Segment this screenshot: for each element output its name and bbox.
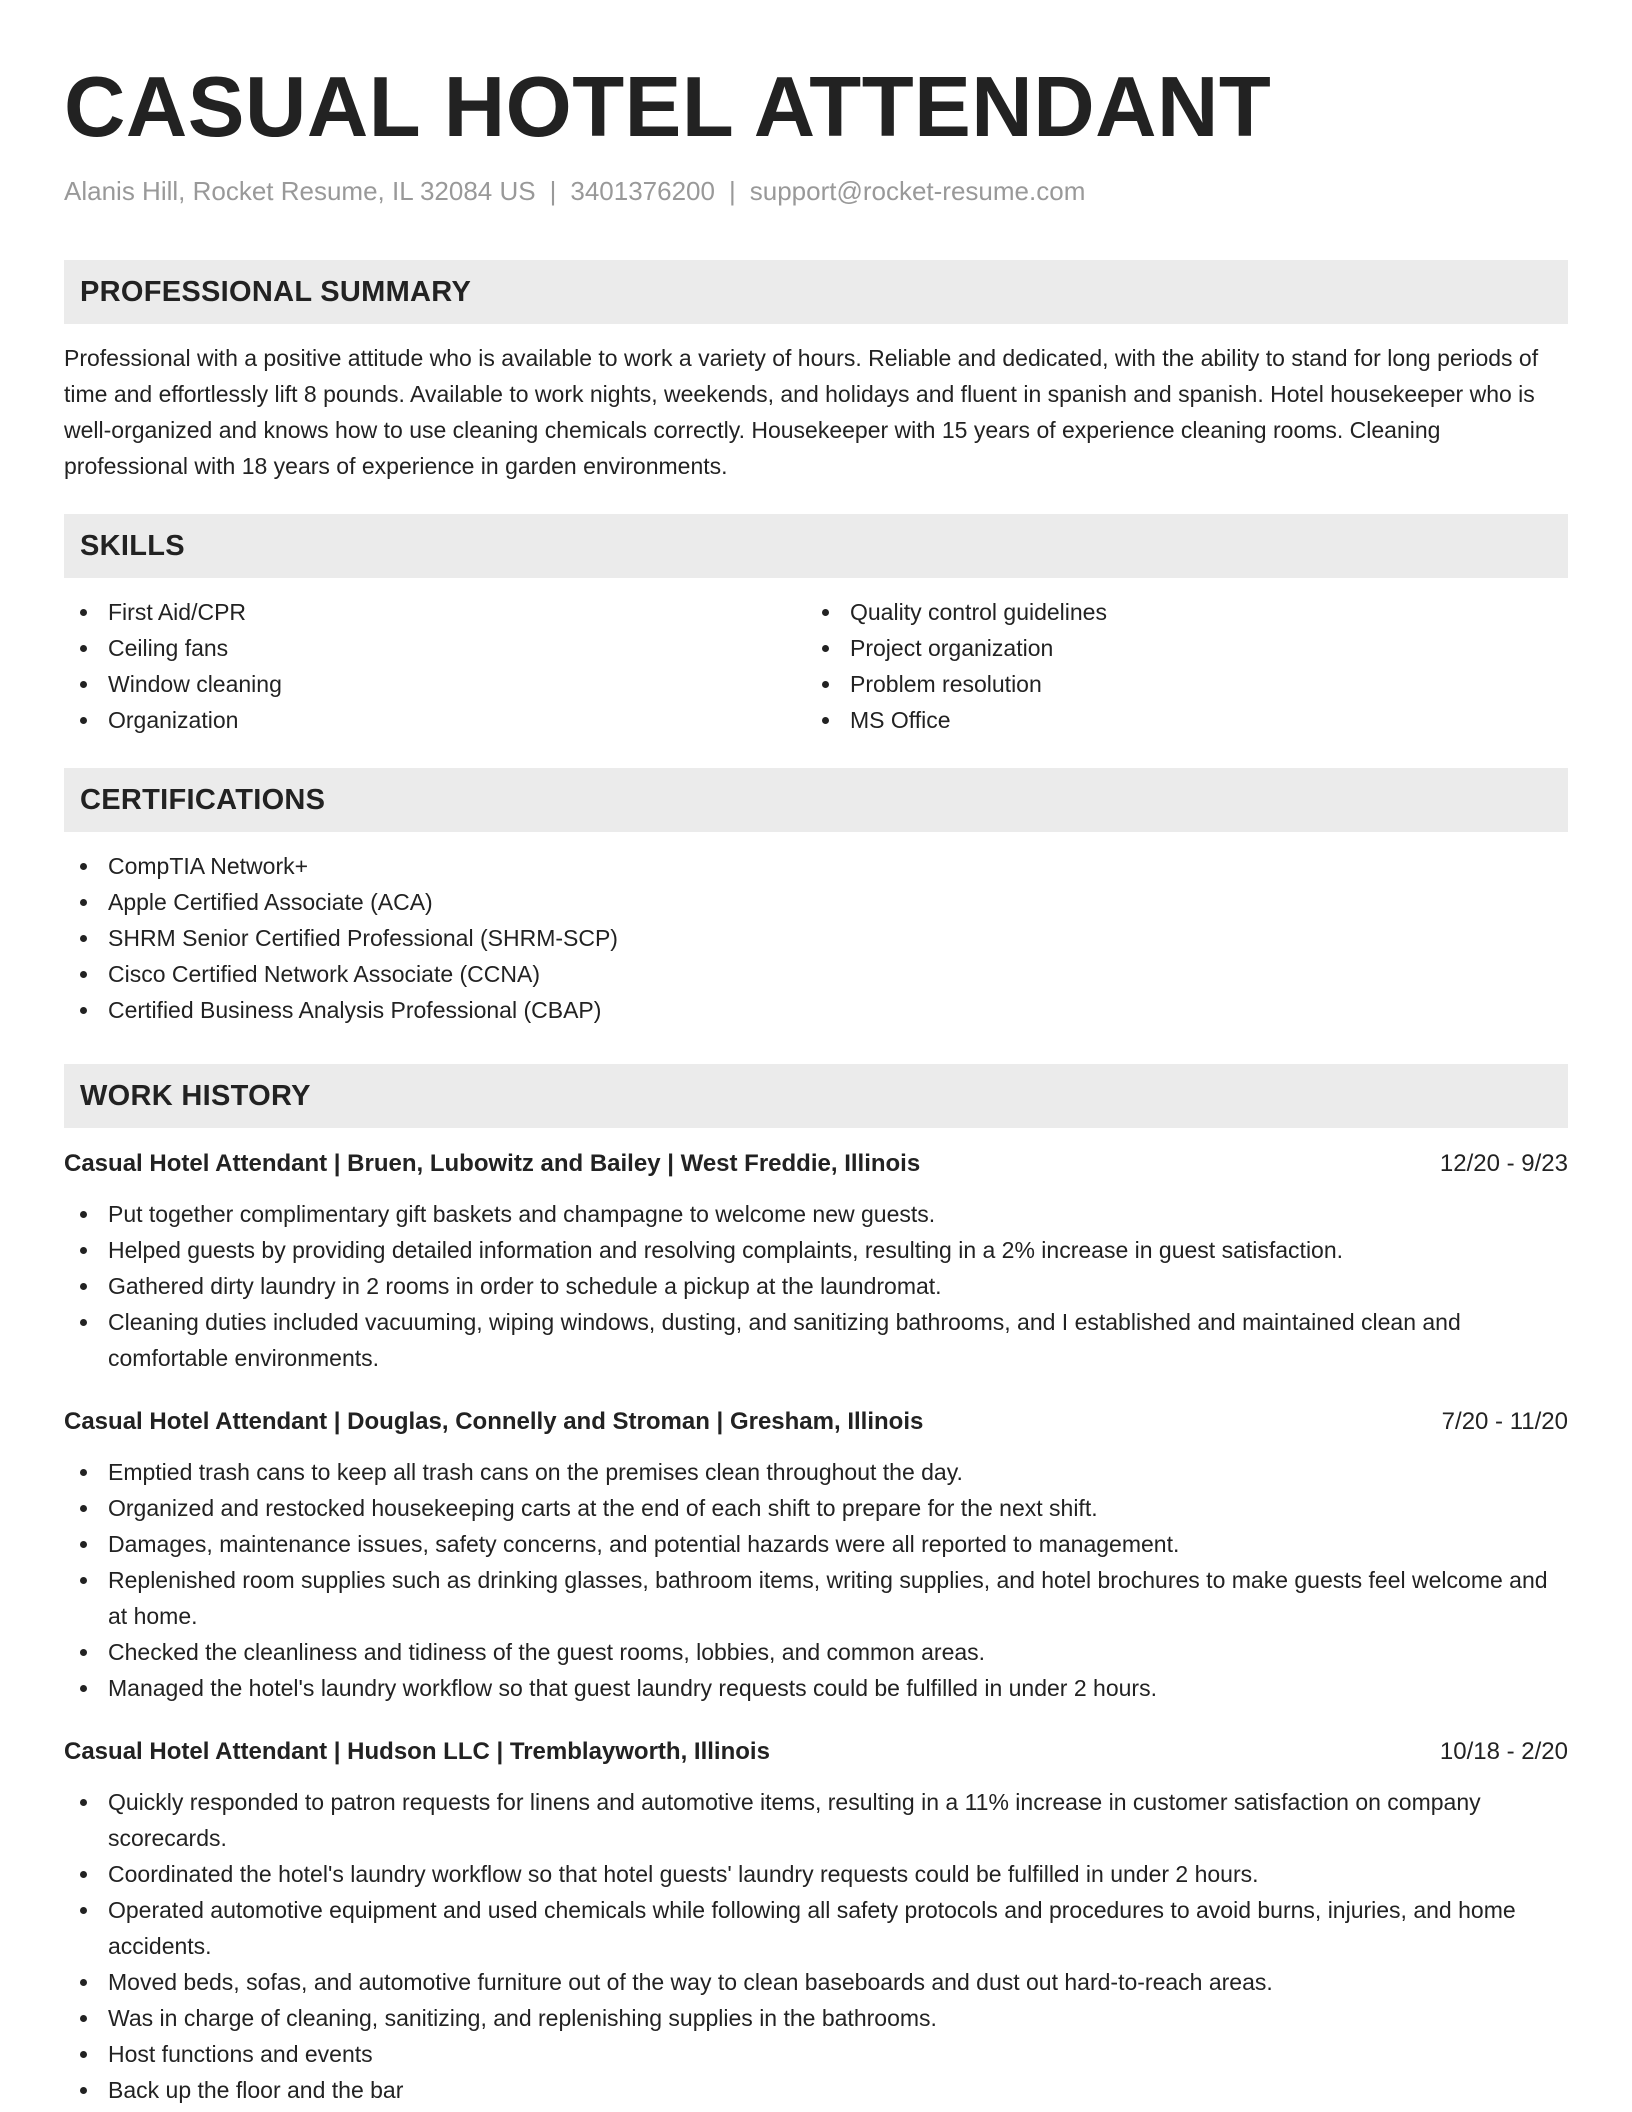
contact-separator: |	[549, 176, 557, 206]
summary-text: Professional with a positive attitude who is available to work a variety of hours. Reliable and dedicated, with the ability to stand for long periods of time and effortlessly lift 8 pounds. Available to work nights, weekends, and holidays and fluent in spanish and spanish. Hotel housekeeper who is well-organized and knows how to use cleaning chemicals correctly. Housekeeper with 15 years of experience cleaning rooms. Cleaning professional with 18 years of experience in garden environments.	[64, 345, 1539, 479]
skill-item: Ceiling fans	[64, 630, 806, 666]
contact-separator: |	[728, 176, 736, 206]
skill-item: MS Office	[806, 702, 1548, 738]
skill-item: Quality control guidelines	[806, 594, 1548, 630]
job-title: Casual Hotel Attendant | Hudson LLC | Tremblayworth, Illinois	[64, 1738, 770, 1765]
job-bullet: Damages, maintenance issues, safety concerns, and potential hazards were all reported to management.	[64, 1526, 1568, 1562]
job-entry	[64, 1148, 1568, 1376]
certifications-list	[64, 848, 1568, 1028]
skills-heading: SKILLS	[64, 514, 1568, 578]
job-bullets	[64, 1196, 1568, 1376]
resume-page	[64, 0, 1568, 2108]
certifications-heading: CERTIFICATIONS	[64, 768, 1568, 832]
work-history-heading: WORK HISTORY	[64, 1064, 1568, 1128]
job-bullet: Gathered dirty laundry in 2 rooms in order to schedule a pickup at the laundromat.	[64, 1268, 1568, 1304]
job-header	[64, 1406, 1568, 1438]
certification-item: Apple Certified Associate (ACA)	[64, 884, 1568, 920]
job-bullet: Host functions and events	[64, 2036, 1568, 2072]
job-bullet: Cleaning duties included vacuuming, wiping windows, dusting, and sanitizing bathrooms, and I established and maintained clean and comfortable environments.	[64, 1304, 1568, 1376]
skill-item: Window cleaning	[64, 666, 806, 702]
skills-left-column	[64, 594, 806, 738]
skill-item: Problem resolution	[806, 666, 1548, 702]
job-bullet: Quickly responded to patron requests for linens and automotive items, resulting in a 11% increase in customer satisfaction on company scorecards.	[64, 1784, 1568, 1856]
job-bullet: Moved beds, sofas, and automotive furniture out of the way to clean baseboards and dust out hard-to-reach areas.	[64, 1964, 1568, 2000]
job-bullet: Organized and restocked housekeeping carts at the end of each shift to prepare for the next shift.	[64, 1490, 1568, 1526]
job-bullet: Operated automotive equipment and used chemicals while following all safety protocols and procedures to avoid burns, injuries, and home accidents.	[64, 1892, 1568, 1964]
job-bullet: Was in charge of cleaning, sanitizing, and replenishing supplies in the bathrooms.	[64, 2000, 1568, 2036]
job-bullet: Checked the cleanliness and tidiness of the guest rooms, lobbies, and common areas.	[64, 1634, 1568, 1670]
certification-item: CompTIA Network+	[64, 848, 1568, 884]
job-dates: 10/18 - 2/20	[1439, 1738, 1568, 1765]
job-bullet: Back up the floor and the bar	[64, 2072, 1568, 2108]
contact-phone: 3401376200	[570, 176, 715, 206]
skill-item: Project organization	[806, 630, 1548, 666]
skill-item: Organization	[64, 702, 806, 738]
skill-item: First Aid/CPR	[64, 594, 806, 630]
certification-item: Cisco Certified Network Associate (CCNA)	[64, 956, 1568, 992]
contact-email: support@rocket-resume.com	[749, 176, 1086, 206]
job-bullet: Managed the hotel's laundry workflow so that guest laundry requests could be fulfilled in under 2 hours.	[64, 1670, 1568, 1706]
job-bullets	[64, 1454, 1568, 1706]
job-entry	[64, 1736, 1568, 2108]
job-title: Casual Hotel Attendant | Douglas, Connelly and Stroman | Gresham, Illinois	[64, 1408, 924, 1435]
job-bullet: Coordinated the hotel's laundry workflow so that hotel guests' laundry requests could be fulfilled in under 2 hours.	[64, 1856, 1568, 1892]
job-bullet: Emptied trash cans to keep all trash cans on the premises clean throughout the day.	[64, 1454, 1568, 1490]
job-bullet: Replenished room supplies such as drinking glasses, bathroom items, writing supplies, and hotel brochures to make guests feel welcome and at home.	[64, 1562, 1568, 1634]
resume-title: CASUAL HOTEL ATTENDANT	[64, 60, 1272, 155]
job-bullets	[64, 1784, 1568, 2108]
job-bullet: Put together complimentary gift baskets and champagne to welcome new guests.	[64, 1196, 1568, 1232]
job-entry	[64, 1406, 1568, 1706]
job-dates: 7/20 - 11/20	[1441, 1408, 1568, 1435]
skills-list	[64, 594, 1568, 738]
certification-item: SHRM Senior Certified Professional (SHRM-SCP)	[64, 920, 1568, 956]
job-dates: 12/20 - 9/23	[1439, 1150, 1568, 1177]
contact-address: Alanis Hill, Rocket Resume, IL 32084 US	[64, 176, 536, 206]
job-bullet: Helped guests by providing detailed information and resolving complaints, resulting in a 2% increase in guest satisfaction.	[64, 1232, 1568, 1268]
job-header	[64, 1148, 1568, 1180]
job-header	[64, 1736, 1568, 1768]
certification-item: Certified Business Analysis Professional (CBAP)	[64, 992, 1568, 1028]
job-title: Casual Hotel Attendant | Bruen, Lubowitz and Bailey | West Freddie, Illinois	[64, 1150, 921, 1177]
skills-right-column	[806, 594, 1548, 738]
contact-line	[64, 174, 1568, 208]
summary-heading: PROFESSIONAL SUMMARY	[64, 260, 1568, 324]
